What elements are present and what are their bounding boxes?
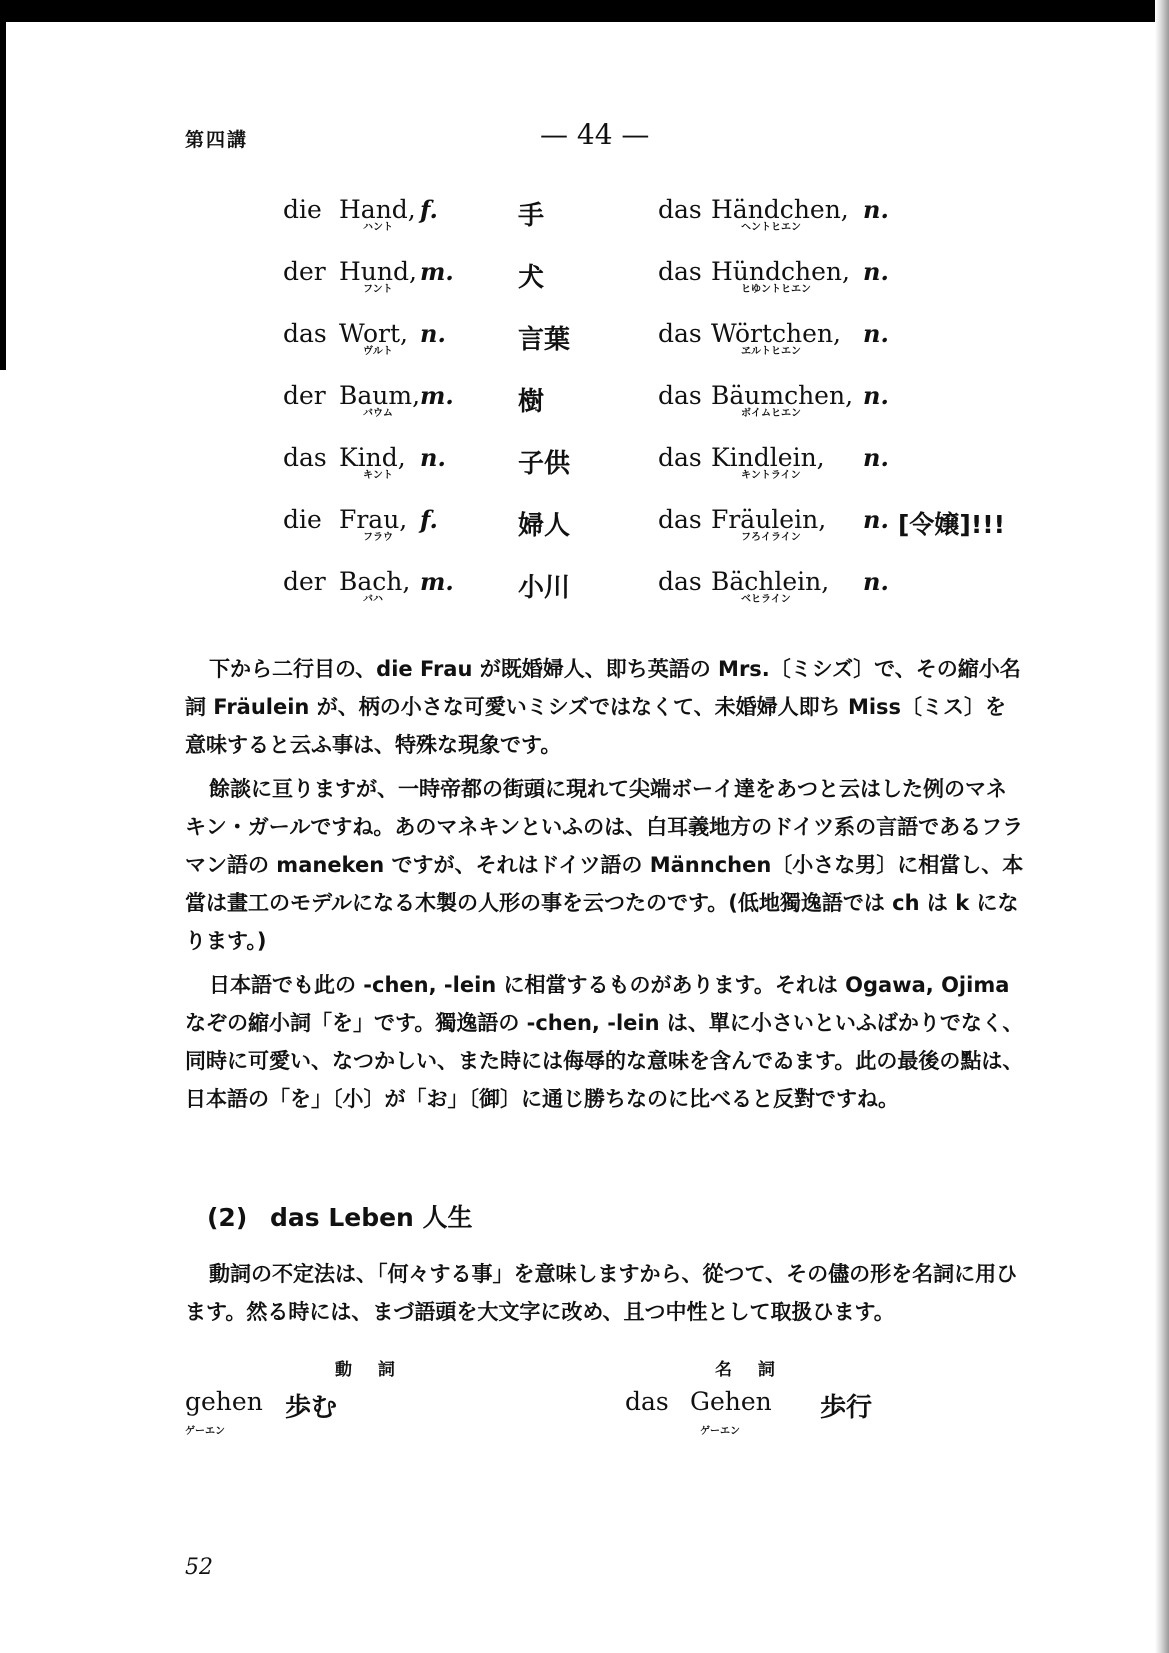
noun: Gehen [690,1387,772,1416]
noun-kana: キント [363,470,393,481]
diminutive-article: das [658,567,702,596]
section-title: das Leben 人生 [269,1203,473,1232]
diminutive-article: das [658,257,702,286]
vocab-row [283,567,1043,629]
noun-kana: フラウ [363,532,393,543]
vocab-row [283,257,1043,319]
article: die [283,505,322,534]
diminutive-article: das [658,505,702,534]
diminutive-article: das [658,381,702,410]
noun: Frau, フラウ [339,505,408,543]
section-number: (2) [207,1203,248,1232]
paragraph: 下から二行目の、die Frau が既婚婦人、即ち英語の Mrs.〔ミシズ〕で、その縮小名詞 Fräulein が、柄の小さな可愛いミシズではなくて、未婚婦人即ち Miss〔ミス〕を意味すると云ふ事は、特殊な現象です。 [185,657,1021,757]
scan-border-left [0,0,6,370]
paragraph: 動詞の不定法は、「何々する事」を意味しますから、從つて、その儘の形を名詞に用ひます。然る時には、まづ語頭を大文字に改め、且つ中性として取扱ひます。 [185,1262,1018,1324]
diminutive-article: das [658,319,702,348]
japanese-meaning: 言葉 [518,325,571,355]
japanese-meaning: 樹 [518,387,545,417]
body-text [185,650,1025,1118]
noun-kana: バウム [363,408,393,419]
verb-header: 動 詞 [335,1360,405,1380]
diminutive-kana: フろイライン [741,532,801,543]
diminutive-gender: n. [863,319,889,348]
diminutive-kana: ヱルトヒエン [741,346,801,357]
gender: f. [420,505,438,534]
diminutive-gender: n. [863,195,889,224]
article: das [283,443,327,472]
diminutive-gender: n. [863,567,889,596]
noun-kana: フント [363,284,393,295]
scan-border-top [0,0,1169,22]
japanese-meaning: 小川 [518,573,571,603]
gender: m. [420,567,454,596]
gender: f. [420,195,438,224]
vocab-row [283,195,1043,257]
diminutive: Kindlein, キントライン [711,443,825,481]
japanese-meaning: 婦人 [518,511,571,541]
noun-kana: バハ [363,594,383,605]
diminutive: Händchen, ヘントヒエン [711,195,849,233]
gender: m. [420,257,454,286]
noun: Wort, ヴルト [339,319,408,357]
diminutive-kana: キントライン [741,470,801,481]
article: der [283,381,326,410]
noun: Hand, ハント [339,195,416,233]
vocab-table [283,195,1043,629]
noun: Hund, フント [339,257,417,295]
article: der [283,257,326,286]
article: die [283,195,322,224]
noun-kana: ヴルト [363,346,393,357]
paragraph: 日本語でも此の -chen, -lein に相當するものがあります。それは Ogawa, Ojima なぞの縮小詞「を」です。獨逸語の -chen, -lein は、單に小さいといふばかりでなく、同時に可愛い、なつかしい、また時には侮辱的な意味を含んでゐます。此の最後の點は、日本語の「を」〔小〕が「お」〔御〕に通じ勝ちなのに比べると反對ですね。 [185,973,1024,1111]
noun-article: das [625,1387,669,1416]
diminutive: Wörtchen, ヱルトヒエン [711,319,841,357]
noun-kana: ゲーエン [700,1426,740,1437]
book-page-number: 52 [185,1555,213,1580]
verb-noun-table [0,1355,1169,1495]
diminutive: Bäumchen, ボイムヒエン [711,381,854,419]
verb-kana: ゲーエン [185,1426,225,1437]
article: der [283,567,326,596]
annotation: [令嬢]!!! [898,510,1006,539]
diminutive-kana: ボイムヒエン [741,408,801,419]
diminutive-kana: ヘントヒエン [741,222,801,233]
verb-meaning: 歩む [285,1393,338,1423]
section-text [185,1255,1025,1331]
gender: n. [420,443,446,472]
diminutive: Bächlein, ベヒライン [711,567,830,605]
noun: Kind, キント [339,443,406,481]
noun-header: 名 詞 [715,1360,785,1380]
diminutive-gender: n. [863,257,889,286]
gender: n. [420,319,446,348]
japanese-meaning: 手 [518,201,545,231]
noun: Bach, バハ [339,567,411,605]
vocab-row [283,505,1043,567]
noun-meaning: 歩行 [820,1393,873,1423]
diminutive-gender: n. [863,505,889,534]
paragraph: 餘談に亘りますが、一時帝都の街頭に現れて尖端ボーイ達をあつと云はした例のマネキン・ガールですね。あのマネキンといふのは、白耳義地方のドイツ系の言語であるフラマン語の maneken ですが、それはドイツ語の Männchen〔小さな男〕に相當し、本當は畫工のモデルになる木製の人形の事を云つたのです。(低地獨逸語では ch は k になります。) [185,777,1024,953]
diminutive-gender: n. [863,443,889,472]
diminutive: Fräulein, フろイライン [711,505,827,543]
diminutive: Hündchen, ヒゆントヒエン [711,257,850,295]
page-number: — 44 — [540,118,650,151]
diminutive-kana: ヒゆントヒエン [741,284,811,295]
diminutive-kana: ベヒライン [741,594,791,605]
gender: m. [420,381,454,410]
noun: Baum, バウム [339,381,421,419]
japanese-meaning: 子供 [518,449,571,479]
section-heading [207,1198,473,1234]
diminutive-gender: n. [863,381,889,410]
vocab-row [283,381,1043,443]
diminutive-article: das [658,195,702,224]
vocab-row [283,319,1043,381]
vocab-row [283,443,1043,505]
chapter-label: 第四講 [185,129,249,151]
verb: gehen [185,1387,263,1416]
noun-kana: ハント [363,222,393,233]
japanese-meaning: 犬 [518,263,545,293]
diminutive-article: das [658,443,702,472]
article: das [283,319,327,348]
